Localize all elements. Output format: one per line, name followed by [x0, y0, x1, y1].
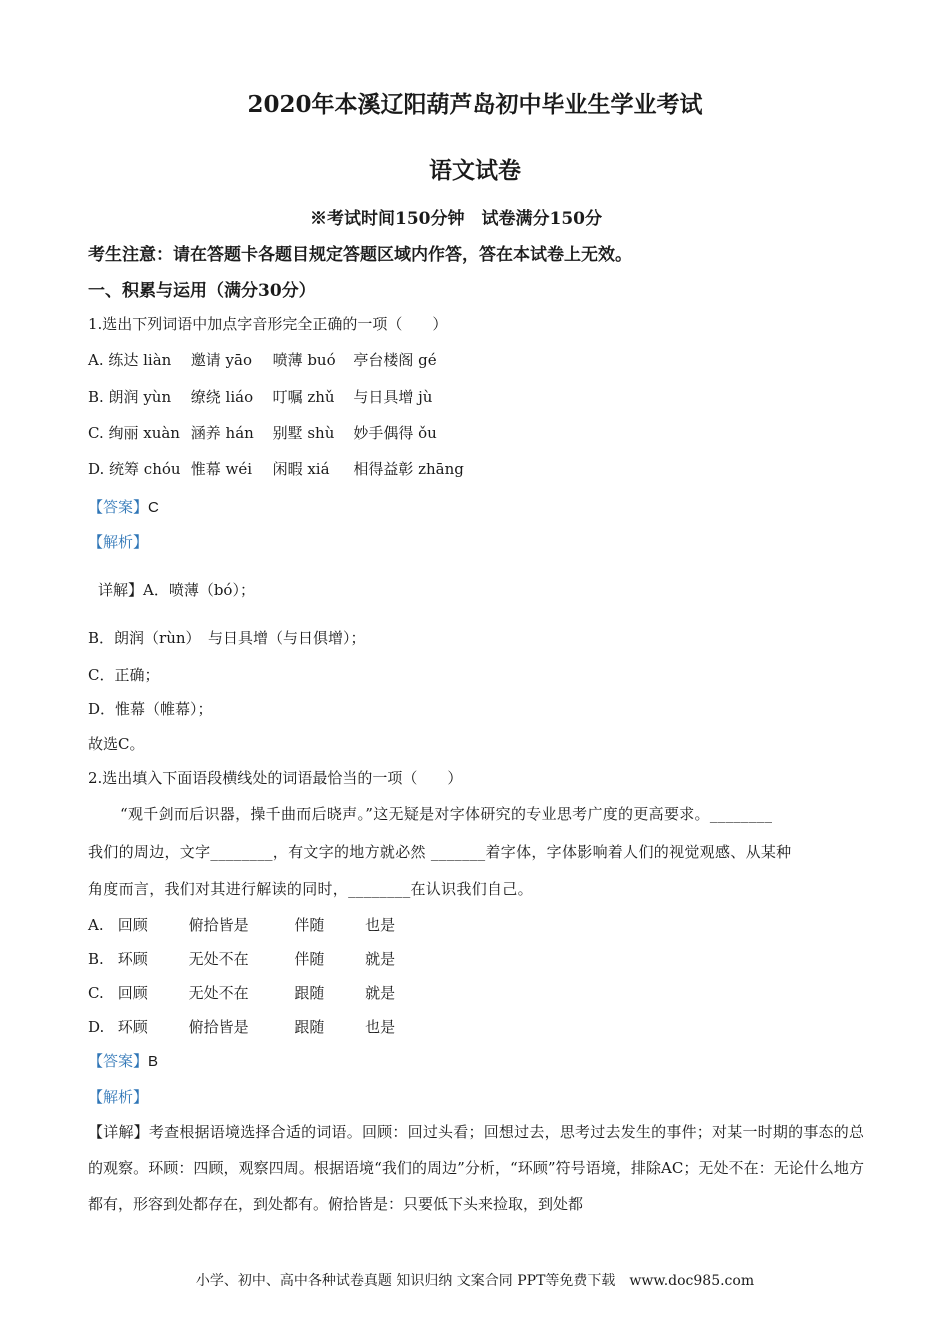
- q1-a-1: A. 练达 liàn: [88, 351, 172, 369]
- answer-value: C: [148, 499, 159, 516]
- q2-a-1: 回顾: [117, 916, 148, 934]
- q1-d-2: 惟幕 wéi: [190, 460, 253, 478]
- q2-a-2: 俯拾皆是: [188, 916, 249, 934]
- exam-time-note: ※考试时间150分钟 试卷满分150分: [310, 209, 602, 229]
- q2-b-4: 就是: [365, 950, 396, 968]
- q1-b-2: 缭绕 liáo: [190, 388, 254, 406]
- q1-analysis-line-3: C．正确；: [88, 666, 160, 684]
- q2-b-2: 无处不在: [188, 950, 249, 968]
- q2-option-c: [88, 982, 395, 1003]
- q2-d-3: 跟随: [294, 1018, 325, 1036]
- q2-answer: [88, 1050, 158, 1071]
- answer-value: B: [148, 1053, 159, 1070]
- q1-answer: [88, 496, 159, 517]
- q1-c-2: 涵养 hán: [190, 424, 254, 442]
- q2-option-a: [88, 914, 395, 935]
- q1-option-c: [88, 422, 437, 443]
- q2-option-b: [88, 948, 395, 969]
- q2-d-1: 环顾: [117, 1018, 148, 1036]
- candidate-notice: 考生注意：请在答题卡各题目规定答题区域内作答，答在本试卷上无效。: [88, 245, 632, 265]
- q1-a-4: 亭台楼阁 gé: [353, 351, 437, 369]
- q1-d-4: 相得益彰 zhāng: [353, 460, 464, 478]
- q1-analysis-line-1: 详解】A．喷薄（bó）；: [98, 581, 255, 599]
- answer-label: 【答案】: [88, 498, 149, 516]
- q1-option-b: [88, 386, 432, 407]
- q2-a-letter: A.: [88, 916, 104, 934]
- q1-c-4: 妙手偶得 ǒu: [353, 424, 437, 442]
- q1-b-1: B. 朗润 yùn: [88, 388, 172, 406]
- q2-b-letter: B.: [88, 950, 104, 968]
- paper-title: 语文试卷: [429, 157, 521, 184]
- exam-title: 2020年本溪辽阳葫芦岛初中毕业生学业考试: [247, 91, 703, 118]
- q2-passage-line-2: 我们的周边，文字________，有文字的地方就必然 _______着字体，字体影响着人们的视觉观感、从某种: [88, 843, 792, 861]
- q2-c-letter: C.: [88, 984, 104, 1002]
- q2-a-3: 伴随: [294, 916, 325, 934]
- q1-b-4: 与日具增 jù: [353, 388, 433, 406]
- question-2-stem: 2.选出填入下面语段横线处的词语最恰当的一项（ ）: [88, 769, 463, 787]
- q2-a-4: 也是: [365, 916, 396, 934]
- q2-passage-line-3: 角度而言，我们对其进行解读的同时，________在认识我们自己。: [88, 880, 533, 898]
- q2-c-4: 就是: [365, 984, 396, 1002]
- question-1-stem: 1.选出下列词语中加点字音形完全正确的一项（ ）: [88, 315, 448, 333]
- q1-analysis-line-2: B．朗润（rùn） 与日具增（与日俱增）；: [88, 629, 366, 647]
- q1-option-d: [88, 458, 464, 479]
- q1-d-1: D. 统筹 chóu: [88, 460, 181, 478]
- page-footer: 小学、初中、高中各种试卷真题 知识归纳 文案合同 PPT等免费下载 www.doc985.com: [195, 1273, 755, 1289]
- q2-d-2: 俯拾皆是: [188, 1018, 249, 1036]
- q2-analysis-label: 【解析】: [88, 1088, 149, 1106]
- q1-c-1: C. 绚丽 xuàn: [88, 424, 180, 442]
- q1-option-a: [88, 349, 437, 370]
- q1-analysis-line-4: D．惟幕（帷幕）；: [88, 700, 213, 718]
- q1-analysis-label: 【解析】: [88, 533, 149, 551]
- q1-a-2: 邀请 yāo: [190, 351, 252, 369]
- q2-detail-paragraph: 【详解】考查根据语境选择合适的词语。回顾：回过头看；回想过去，思考过去发生的事件；对某一时期的事态的总的观察。环顾：四顾，观察四周。根据语境“我们的周边”分析，“环顾”符号语境，排除AC；无处不在：无论什么地方都有，形容到处都存在，到处都有。俯拾皆是：只要低下头来捡取，到处都: [88, 1123, 864, 1213]
- q1-c-3: 别墅 shù: [272, 424, 335, 442]
- q2-c-3: 跟随: [294, 984, 325, 1002]
- q2-d-4: 也是: [365, 1018, 396, 1036]
- q2-c-1: 回顾: [117, 984, 148, 1002]
- q2-option-d: [88, 1016, 395, 1037]
- q1-a-3: 喷薄 buó: [272, 351, 336, 369]
- answer-label: 【答案】: [88, 1052, 149, 1070]
- q2-b-3: 伴随: [294, 950, 325, 968]
- q1-analysis-line-5: 故选C。: [88, 735, 145, 753]
- q2-d-letter: D.: [88, 1018, 105, 1036]
- q1-d-3: 闲暇 xiá: [272, 460, 330, 478]
- q2-b-1: 环顾: [117, 950, 148, 968]
- q1-b-3: 叮嘱 zhǔ: [272, 388, 335, 406]
- section-heading: 一、积累与运用（满分30分）: [88, 281, 316, 301]
- q2-c-2: 无处不在: [188, 984, 249, 1002]
- q2-passage-line-1: “观千剑而后识器，操千曲而后晓声。”这无疑是对字体研究的专业思考广度的更高要求。________: [120, 805, 773, 823]
